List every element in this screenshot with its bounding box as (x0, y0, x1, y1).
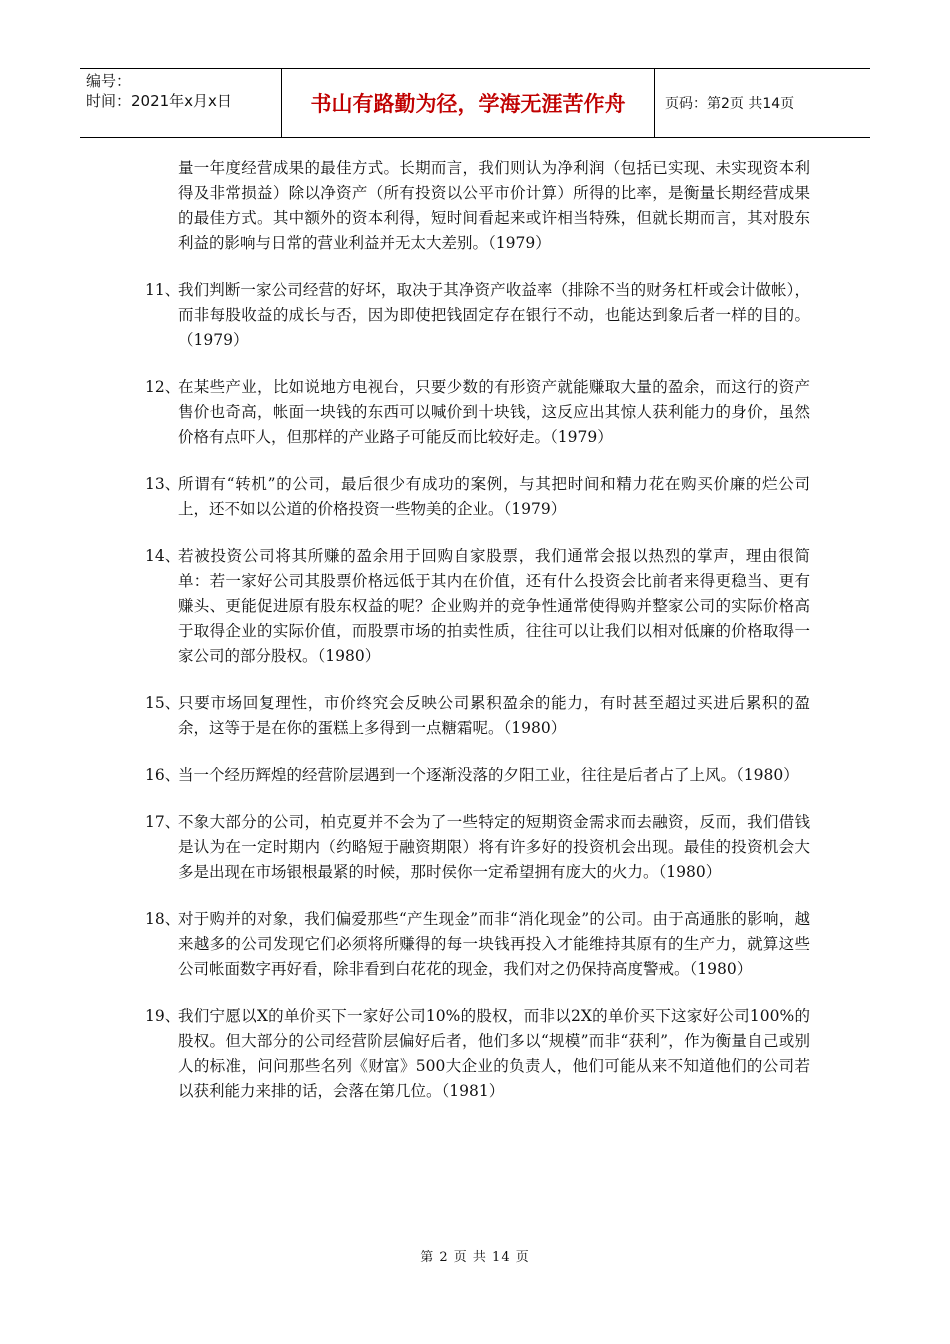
list-item-number: 18、 (145, 910, 181, 928)
list-item (145, 1004, 810, 1104)
list-item (145, 278, 810, 353)
list-item (145, 907, 810, 982)
document-body (145, 156, 810, 1104)
header-page-info: 页码：第2页 共14页 (665, 96, 795, 112)
list-item (145, 472, 810, 522)
document-time-label: 时间：2021年x月x日 (86, 92, 232, 110)
list-item-number: 12、 (145, 378, 181, 396)
list-item-number: 13、 (145, 475, 181, 493)
header-motto: 书山有路勤为径，学海无涯苦作舟 (310, 92, 626, 116)
list-item-number: 14、 (145, 547, 181, 565)
header-meta (80, 69, 282, 137)
list-item-text: 不象大部分的公司，柏克夏并不会为了一些特定的短期资金需求而去融资，反而，我们借钱是认为在一定时期内（约略短于融资期限）将有许多好的投资机会出现。最佳的投资机会大多是出现在市场银根最紧的时候，那时侯你一定希望拥有庞大的火力。（1980） (178, 813, 810, 881)
list-item-number: 16、 (145, 766, 181, 784)
list-item-text: 对于购并的对象，我们偏爱那些“产生现金”而非“消化现金”的公司。由于高通胀的影响，越来越多的公司发现它们必须将所赚得的每一块钱再投入才能维持其原有的生产力，就算这些公司帐面数字再好看，除非看到白花花的现金，我们对之仍保持高度警戒。（1980） (178, 910, 810, 978)
list-item-text: 当一个经历辉煌的经营阶层遇到一个逐渐没落的夕阳工业，往往是后者占了上风。（1980） (178, 766, 799, 784)
list-item (145, 763, 810, 788)
list-item-text: 在某些产业，比如说地方电视台，只要少数的有形资产就能赚取大量的盈余，而这行的资产售价也奇高，帐面一块钱的东西可以喊价到十块钱，这反应出其惊人获利能力的身价，虽然价格有点吓人，但那样的产业路子可能反而比较好走。（1979） (178, 378, 810, 446)
document-number-label: 编号： (86, 72, 132, 90)
list-item-number: 15、 (145, 694, 181, 712)
list-item (145, 544, 810, 669)
header-motto-cell (282, 69, 655, 137)
list-item-text: 只要市场回复理性，市价终究会反映公司累积盈余的能力，有时甚至超过买进后累积的盈余，这等于是在你的蛋糕上多得到一点糖霜呢。（1980） (178, 694, 810, 737)
page-footer: 第 2 页 共 14 页 (420, 1250, 530, 1265)
list-item-text: 所谓有“转机”的公司，最后很少有成功的案例，与其把时间和精力花在购买价廉的烂公司上，还不如以公道的价格投资一些物美的企业。（1979） (178, 475, 810, 518)
intro-paragraph: 量一年度经营成果的最佳方式。长期而言，我们则认为净利润（包括已实现、未实现资本利得及非常损益）除以净资产（所有投资以公平市价计算）所得的比率，是衡量长期经营成果的最佳方式。其中额外的资本利得，短时间看起来或许相当特殊，但就长期而言，其对股东利益的影响与日常的营业利益并无太大差别。（1979） (178, 159, 810, 252)
list-item-text: 若被投资公司将其所赚的盈余用于回购自家股票，我们通常会报以热烈的掌声，理由很简单：若一家好公司其股票价格远低于其内在价值，还有什么投资会比前者来得更稳当、更有赚头、更能促进原有股东权益的呢？企业购并的竞争性通常使得购并整家公司的实际价格高于取得企业的实际价值，而股票市场的拍卖性质，往往可以让我们以相对低廉的价格取得一家公司的部分股权。（1980） (178, 547, 810, 665)
list-item-number: 19、 (145, 1007, 181, 1025)
list-item (145, 375, 810, 450)
quote-list (145, 278, 810, 1104)
list-item-number: 11、 (145, 281, 181, 299)
list-item-number: 17、 (145, 813, 181, 831)
list-item-text: 我们宁愿以X的单价买下一家好公司10%的股权，而非以2X的单价买下这家好公司100%的股权。但大部分的公司经营阶层偏好后者，他们多以“规模”而非“获利”，作为衡量自己或别人的标准，问问那些名列《财富》500大企业的负责人，他们可能从来不知道他们的公司若以获利能力来排的话，会落在第几位。（1981） (178, 1007, 810, 1100)
list-item (145, 810, 810, 885)
list-item (145, 691, 810, 741)
page-header (80, 68, 870, 138)
list-item-text: 我们判断一家公司经营的好坏，取决于其净资产收益率（排除不当的财务杠杆或会计做帐），而非每股收益的成长与否，因为即使把钱固定存在银行不动，也能达到象后者一样的目的。（1979） (178, 281, 810, 349)
